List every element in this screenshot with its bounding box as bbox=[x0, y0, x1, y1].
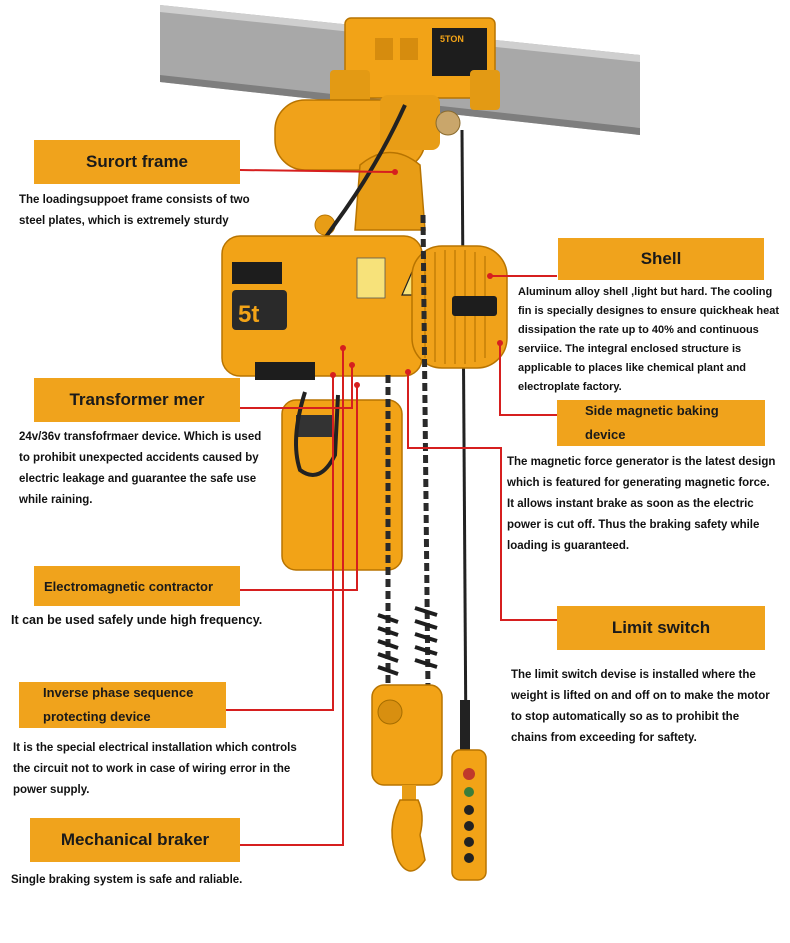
desc-line: fin is specially designes to ensure quickheak heat bbox=[518, 305, 780, 317]
support-frame-yoke bbox=[355, 153, 425, 231]
label-side-magnetic bbox=[557, 400, 765, 446]
label-side-magnetic-title-2: device bbox=[585, 427, 626, 442]
desc-line: serviice. The integral enclosed structure is bbox=[518, 343, 742, 355]
desc-line: steel plates, which is extremely sturdy bbox=[19, 215, 229, 227]
label-braker-title: Mechanical braker bbox=[60, 830, 210, 849]
label-support-frame-title: Surort frame bbox=[85, 152, 189, 171]
label-support-frame bbox=[34, 140, 240, 184]
desc-limit-switch bbox=[511, 665, 770, 749]
load-hook bbox=[392, 800, 425, 871]
desc-line: 24v/36v transfofrmaer device. Which is used bbox=[19, 431, 262, 443]
desc-transformer bbox=[19, 427, 261, 511]
desc-line: chains from exceeding for saftety. bbox=[511, 732, 697, 744]
desc-line: loading is guaranteed. bbox=[507, 540, 630, 552]
desc-braker bbox=[11, 870, 242, 891]
label-contactor bbox=[34, 566, 240, 606]
desc-side-magnetic bbox=[507, 452, 775, 557]
label-inverse-phase-title-2: protecting device bbox=[43, 709, 151, 724]
desc-line: power supply. bbox=[13, 784, 90, 796]
label-limit-switch-title: Limit switch bbox=[611, 618, 711, 637]
label-contactor-title: Electromagnetic contractor bbox=[44, 578, 214, 594]
label-braker bbox=[30, 818, 240, 862]
pendant-cable bbox=[462, 130, 466, 750]
label-side-magnetic-title-1: Side magnetic baking bbox=[585, 403, 719, 418]
desc-line: while raining. bbox=[19, 494, 93, 506]
desc-support-frame bbox=[19, 190, 250, 232]
desc-line: It can be used safely unde high frequency. bbox=[11, 613, 263, 627]
desc-line: The magnetic force generator is the latest design bbox=[507, 456, 776, 468]
desc-line: dissipation the rate up to 40% and continuous bbox=[518, 324, 759, 336]
desc-line: Single braking system is safe and raliable. bbox=[11, 874, 243, 886]
capacity-plate: 5TON bbox=[440, 34, 464, 44]
label-inverse-phase bbox=[19, 682, 226, 728]
hook-block bbox=[372, 685, 442, 785]
desc-line: to stop automatically so as to prohibit the bbox=[511, 711, 740, 723]
label-shell-title: Shell bbox=[640, 249, 682, 268]
desc-line: The limit switch devise is installed where the bbox=[511, 669, 756, 681]
capacity-badge: 5t bbox=[238, 301, 260, 328]
desc-line: The loadingsuppoet frame consists of two bbox=[19, 194, 250, 206]
desc-shell bbox=[518, 283, 779, 397]
desc-contactor bbox=[11, 610, 262, 631]
desc-line: applicable to places like chemical plant and bbox=[518, 362, 747, 374]
desc-line: which is featured for generating magnetic force. bbox=[507, 477, 770, 489]
label-transformer bbox=[34, 378, 240, 422]
desc-line: electric leakage and guarantee the safe use bbox=[19, 473, 257, 485]
desc-inverse-phase bbox=[13, 738, 297, 801]
label-transformer-title: Transformer mer bbox=[69, 390, 205, 409]
desc-line: It allows instant brake as soon as the electric bbox=[507, 498, 754, 510]
label-shell bbox=[558, 238, 764, 280]
desc-line: electroplate factory. bbox=[518, 381, 622, 393]
label-inverse-phase-title-1: Inverse phase sequence bbox=[43, 685, 194, 700]
desc-line: weight is lifted on and off on to make the motor bbox=[511, 690, 770, 702]
desc-line: It is the special electrical installation which controls bbox=[13, 742, 297, 754]
desc-line: the circuit not to work in case of wiring error in the bbox=[13, 763, 291, 775]
desc-line: to prohibit unexpected accidents caused by bbox=[19, 452, 259, 464]
desc-line: power is cut off. Thus the braking safety while bbox=[507, 519, 760, 531]
desc-line: Aluminum alloy shell ,light but hard. The cooling bbox=[518, 286, 773, 298]
label-limit-switch bbox=[557, 606, 765, 650]
